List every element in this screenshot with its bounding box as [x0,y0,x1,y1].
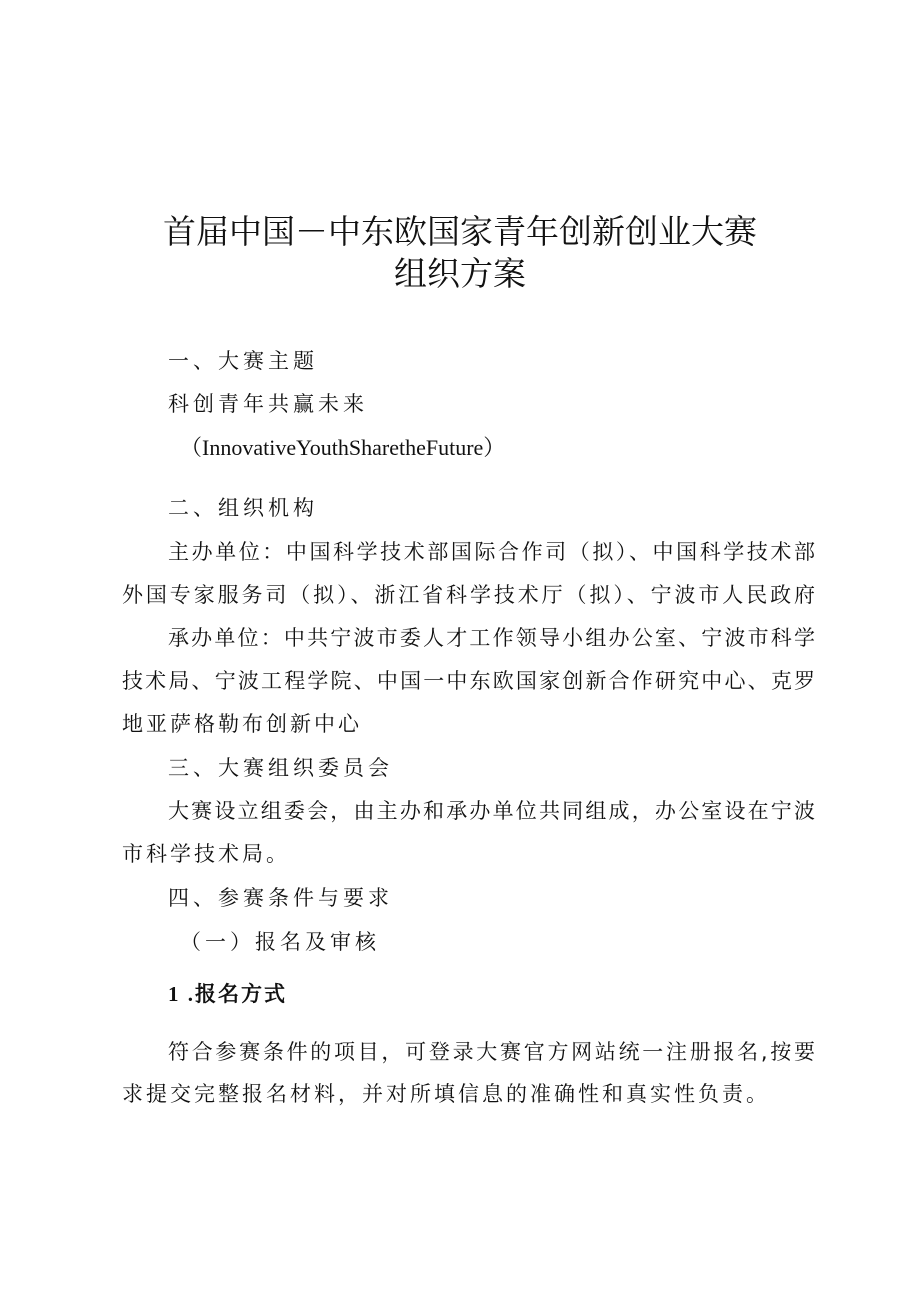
paragraph-line: 外国专家服务司（拟）、浙江省科学技术厅（拟）、宁波市人民政府 [122,583,815,607]
document-title-line1: 首届中国－中东欧国家青年创新创业大赛 [163,212,757,251]
paragraph-line: 承办单位：中共宁波市委人才工作领导小组办公室、宁波市科学 [168,626,815,650]
paragraph-line: 市科学技术局。 [122,842,290,866]
paragraph-line: 求提交完整报名材料，并对所填信息的准确性和真实性负责。 [122,1082,770,1106]
theme-text: 科创青年共赢未来 [168,392,368,416]
theme-english: （InnovativeYouthSharetheFuture） [180,435,506,460]
paragraph-line: 技术局、宁波工程学院、中国一中东欧国家创新合作研究中心、克罗 [122,669,815,693]
section-heading-committee: 三、大赛组织委员会 [168,756,393,780]
paragraph-line: 主办单位：中国科学技术部国际合作司（拟）、中国科学技术部 [168,540,815,564]
document-title-line2: 组织方案 [394,254,526,293]
subsection-heading-registration: （一）报名及审核 [180,930,380,954]
paragraph-line: 地亚萨格勒布创新中心 [122,712,362,736]
paragraph-line: 符合参赛条件的项目，可登录大赛官方网站统一注册报名,按要 [168,1040,815,1064]
item-heading-registration-method: 1 .报名方式 [168,982,287,1006]
section-heading-organization: 二、组织机构 [168,496,318,520]
section-heading-requirements: 四、参赛条件与要求 [168,886,393,910]
paragraph-line: 大赛设立组委会，由主办和承办单位共同组成，办公室设在宁波 [168,799,815,823]
section-heading-theme: 一、大赛主题 [168,349,318,373]
